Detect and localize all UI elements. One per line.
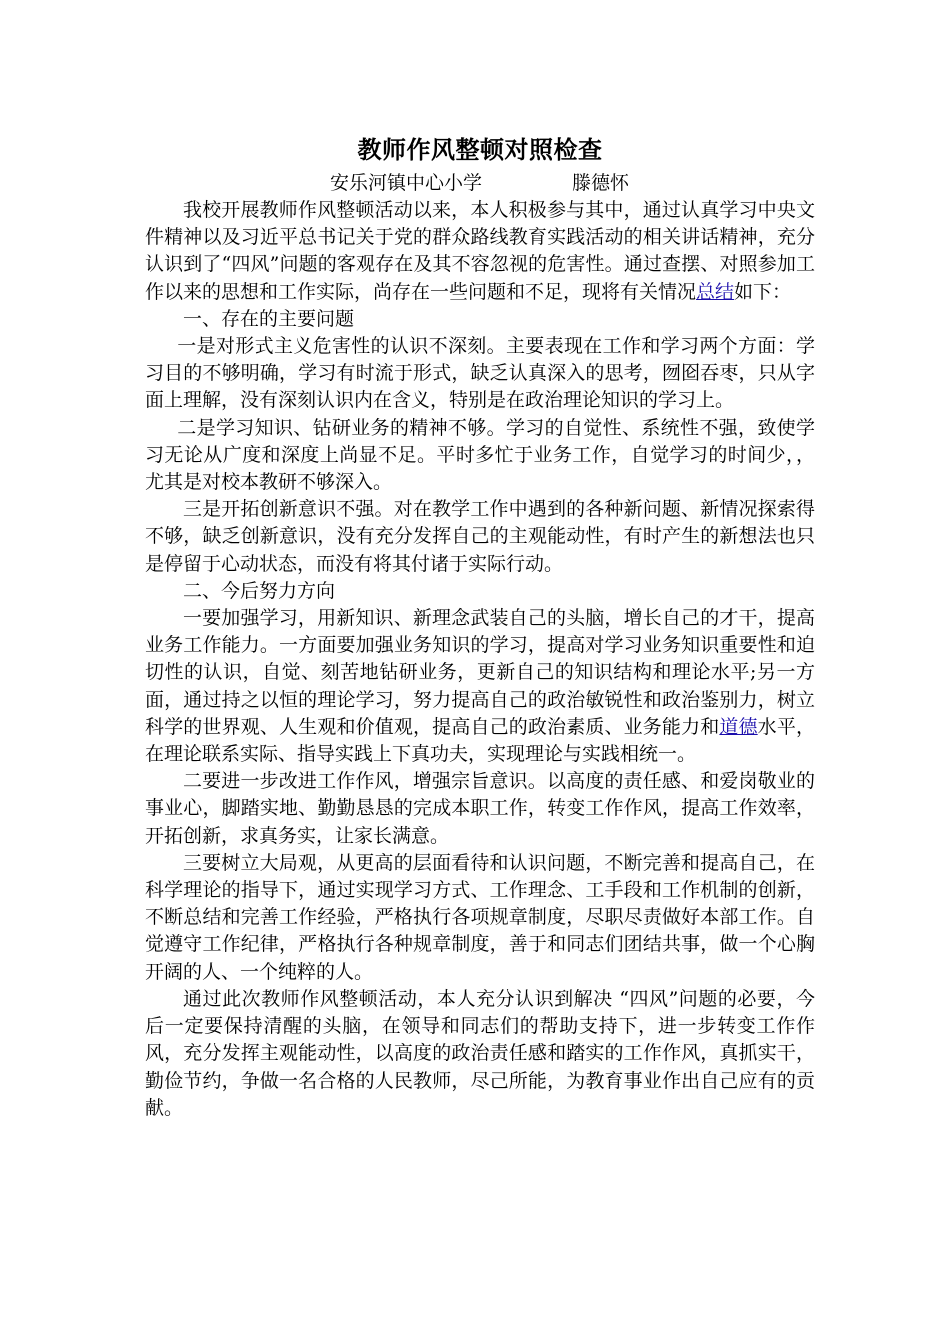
direction-paragraph-1 (145, 605, 815, 768)
direction-paragraph-3: 三要树立大局观，从更高的层面看待和认识问题，不断完善和提高自己，在科学理论的指导下，通过实现学习方式、工作理念、工手段和工作机制的创新，不断总结和完善工作经验，严格执行各项规章制度，尽职尽责做好本部工作。自觉遵守工作纪律，严格执行各种规章制度，善于和同志们团结共事，做一个心胸开阔的人、一个纯粹的人。 (145, 851, 815, 983)
intro-text-before: 我校开展教师作风整顿活动以来，本人积极参与其中，通过认真学习中央文件精神以及习近平总书记关于党的群众路线教育实践活动的相关讲话精神，充分认识到了“四风”问题的客观存在及其不容忽视的危害性。通过查摆、对照参加工作以来的思想和工作实际，尚存在一些问题和不足，现将有关情况 (145, 199, 815, 303)
morality-link[interactable]: 道德 (719, 715, 758, 738)
document-page (145, 130, 815, 1122)
intro-text-after: 如下： (734, 280, 792, 303)
byline (145, 170, 815, 197)
document-title: 教师作风整顿对照检查 (357, 135, 603, 164)
direction-text-after: 水平，在理论联系实际、指导实践上下真功夫，实现理论与实践相统一。 (145, 715, 815, 766)
problem-paragraph-2: 二是学习知识、钻研业务的精神不够。学习的自觉性、系统性不强，致使学习无论从广度和深度上尚显不足。平时多忙于业务工作，自觉学习的时间少，，尤其是对校本教研不够深入。 (145, 416, 815, 494)
conclusion-paragraph: 通过此次教师作风整顿活动，本人充分认识到解决 “四风”问题的必要，今后一定要保持清醒的头脑，在领导和同志们的帮助支持下，进一步转变工作作风，充分发挥主观能动性，以高度的政治责任感和踏实的工作作风，真抓实干，勤俭节约，争做一名合格的人民教师，尽己所能，为教育事业作出自己应有的贡献。 (145, 987, 815, 1119)
section-heading-direction: 二、今后努力方向 (183, 579, 336, 602)
direction-text-before: 一要加强学习，用新知识、新理念武装自己的头脑，增长自己的才干，提高业务工作能力。一方面要加强业务知识的学习，提高对学习业务知识重要性和迫切性的认识，自觉、刻苦地钻研业务，更新自己的知识结构和理论水平;另一方面，通过持之以恒的理论学习，努力提高自己的政治敏锐性和政治鉴别力，树立科学的世界观、人生观和价值观，提高自己的政治素质、业务能力和 (145, 607, 815, 738)
problem-paragraph-1: 一是对形式主义危害性的认识不深刻。主要表现在工作和学习两个方面：学习目的不够明确，学习有时流于形式，缺乏认真深入的思考，囫囵吞枣，只从字面上理解，没有深刻认识内在含义，特别是在政治理论知识的学习上。 (145, 335, 815, 412)
summary-link[interactable]: 总结 (696, 280, 735, 303)
section-heading-problems: 一、存在的主要问题 (183, 307, 355, 330)
direction-paragraph-2: 二要进一步改进工作作风，增强宗旨意识。以高度的责任感、和爱岗敬业的事业心，脚踏实地、勤勤恳恳的完成本职工作，转变工作作风，提高工作效率，开拓创新，求真务实，让家长满意。 (145, 770, 815, 847)
author-name: 滕德怀 (572, 172, 630, 194)
problem-paragraph-3: 三是开拓创新意识不强。对在教学工作中遇到的各种新问题、新情况探索得不够，缺乏创新意识，没有充分发挥自己的主观能动性，有时产生的新想法也只是停留于心动状态，而没有将其付诸于实际行动。 (145, 498, 815, 575)
intro-paragraph (145, 197, 815, 306)
school-name: 安乐河镇中心小学 (330, 172, 483, 194)
